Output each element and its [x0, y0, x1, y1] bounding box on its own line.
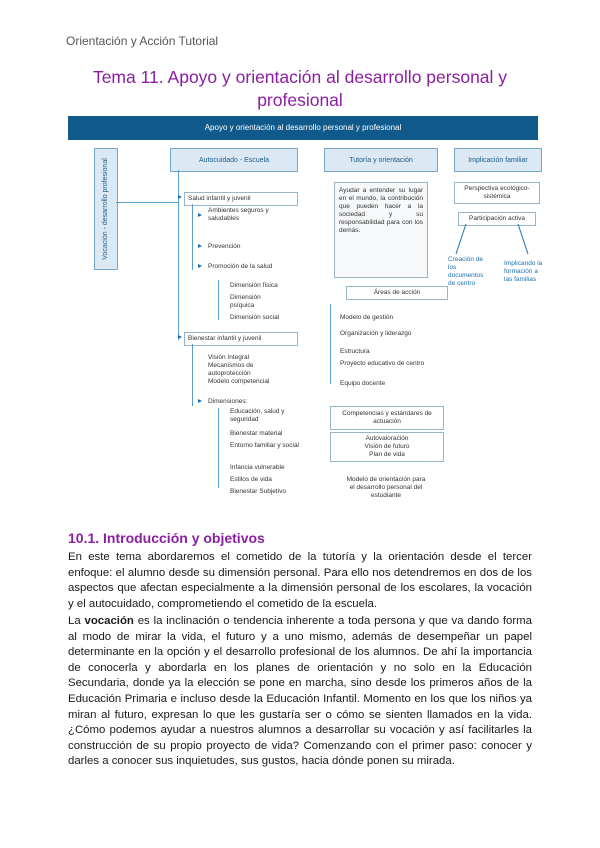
- paragraph-1: En este tema abordaremos el cometido de la tutoría y la orientación desde el tercer enfoque: el alumno desde su dimensión personal. Para ello nos detendremos en dos de los aspectos que afectan especialmente a la dimensión personal de los escolares, la vocación y el autocuidado, comprometiendo el cometido de la escuela.: [68, 551, 532, 610]
- modelo-text: Modelo de orientación para el desarrollo personal del estudiante: [346, 476, 426, 499]
- arrow-icon: [198, 399, 202, 403]
- dimension-item: Infancia vulnerable: [230, 464, 285, 471]
- salud-item: Prevención: [208, 243, 241, 250]
- dimension-item: Bienestar material: [230, 430, 283, 437]
- area-item: Organización y liderazgo: [340, 330, 412, 337]
- areas-box: [346, 286, 448, 300]
- section-title: 10.1. Introducción y objetivos: [68, 530, 265, 546]
- perspectiva-box: [454, 182, 540, 204]
- dimension-item: Bienestar Subjetivo: [230, 488, 287, 495]
- vocacion-keyword: vocación: [84, 615, 134, 627]
- areas-title: Áreas de acción: [373, 289, 421, 296]
- salud-title: Salud infantil y juvenil: [188, 195, 251, 202]
- area-item: Equipo docente: [340, 380, 386, 387]
- col2-header: Tutoría y orientación: [324, 148, 438, 172]
- branch-arrow-left: [456, 224, 466, 254]
- salud-item: Ambientes seguros y saludables: [208, 207, 269, 222]
- connector: [218, 408, 219, 488]
- salud-item: Promoción de la salud: [208, 263, 273, 270]
- familia-right: Implicando la formación a las familias: [504, 260, 543, 283]
- competencias-items-box: [330, 432, 444, 462]
- competencias-title: Competencias y estándares de actuación: [342, 410, 432, 425]
- dimension-item: Entorno familiar y social: [230, 442, 299, 449]
- area-item: Estructura: [340, 348, 370, 355]
- salud-dimension: Dimensión psíquica: [230, 294, 261, 309]
- branch-arrows: [448, 220, 538, 260]
- connector: [116, 202, 178, 203]
- familia-left: Creación de los documentos de centro: [448, 256, 484, 287]
- col3-header: Implicación familiar: [454, 148, 542, 172]
- p2-body: es la inclinación o tendencia inherente a toda persona y que va dando forma al modo de mirar la vida, el futuro y a uno mismo, además de desempeñar un papel determinante en la opción y el desarrollo profesional de los alumnos. De ahí la importancia de conocerla y abordarla en los planes de orientación y no solo en la Educación Secundaria, donde ya la elección se pone en marcha, sino desde los primeros años de la Educación Primaria e incluso desde la Educación Infantil. Momento en los que los niños ya miran al futuro, expresan lo que les gustaría ser o cómo se sienten llamados en la vida. ¿Cómo podemos ayudar a nuestros alumnos a desarrollar su vocación y así facilitarles la construcción de su propio proyecto de vida? Comenzando con el primer paso: conocer y darles a conocer sus inquietudes, sus gustos, hacia dónde ponen su mirada.: [68, 615, 532, 768]
- salud-dimension: Dimensión física: [230, 282, 278, 289]
- tutoria-box: [334, 182, 428, 278]
- concept-diagram: [68, 116, 543, 524]
- perspectiva-text: Perspectiva ecológico-sistémica: [464, 185, 530, 200]
- bienestar-item: Modelo competencial: [208, 378, 270, 385]
- salud-dimension: Dimensión social: [230, 314, 280, 321]
- bienestar-box: [184, 332, 298, 346]
- running-header: Orientación y Acción Tutorial: [66, 34, 219, 48]
- diagram-banner: Apoyo y orientación al desarrollo personal y profesional: [68, 116, 538, 140]
- competencia-item: Plan de vida: [369, 451, 405, 458]
- arrow-icon: [198, 244, 202, 248]
- dimension-item: Educación, salud y seguridad: [230, 408, 285, 423]
- dimensiones-label: Dimensiones:: [208, 398, 248, 405]
- p2-intro: La: [68, 615, 81, 627]
- area-item: Proyecto educativo de centro: [340, 360, 425, 367]
- paragraph-2: [68, 614, 532, 770]
- competencia-item: Autovaloración: [365, 435, 409, 442]
- connector: [192, 204, 193, 270]
- arrow-icon: [178, 195, 182, 199]
- arrow-icon: [198, 264, 202, 268]
- connector: [218, 280, 219, 320]
- bienestar-item: Visión Integral: [208, 354, 250, 361]
- competencias-box: [330, 406, 444, 430]
- bienestar-title: Bienestar infantil y juvenil: [188, 335, 262, 342]
- competencia-item: Visión de futuro: [364, 443, 410, 450]
- tutoria-text: Ayudar a entender su lugar en el mundo, la contribución que pueden hacer a la sociedad y su responsabilidad para con los demás.: [339, 187, 423, 234]
- bienestar-item: Mecanismos de autoprotección: [208, 362, 254, 377]
- side-label-box: [94, 148, 118, 270]
- arrow-icon: [198, 213, 202, 217]
- side-label: Vocación - desarrollo profesional: [102, 158, 109, 260]
- chapter-title: Tema 11. Apoyo y orientación al desarrollo personal y profesional: [92, 67, 508, 110]
- arrow-icon: [178, 335, 182, 339]
- connector: [192, 344, 193, 406]
- participacion-text: Participación activa: [469, 215, 525, 222]
- area-item: Modelo de gestión: [340, 314, 394, 321]
- connector: [330, 304, 331, 384]
- col1-header: Autocuidado - Escuela: [170, 148, 298, 172]
- dimension-item: Estilos de vida: [230, 476, 272, 483]
- salud-box: [184, 192, 298, 206]
- branch-arrow-right: [518, 224, 528, 254]
